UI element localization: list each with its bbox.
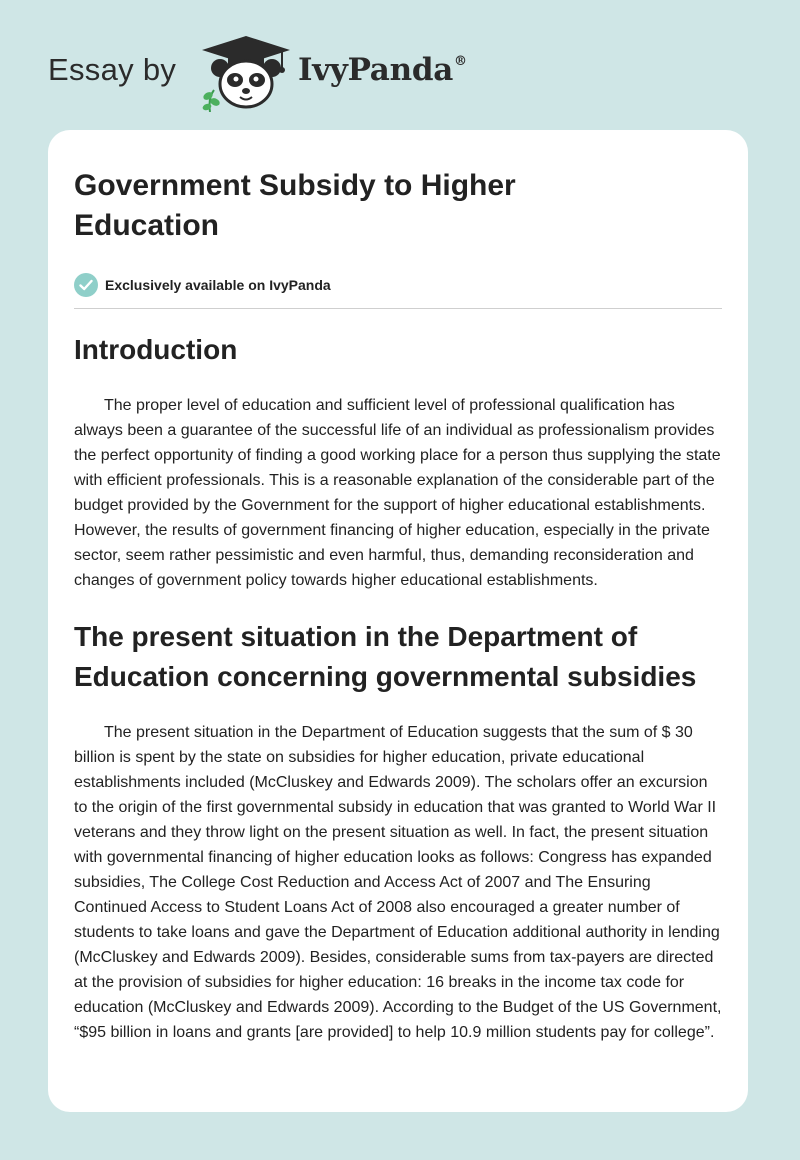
page-title: Government Subsidy to Higher Education	[74, 169, 516, 242]
exclusive-badge	[74, 272, 724, 298]
brand-prefix: Essay by	[48, 52, 177, 87]
check-circle-icon	[74, 273, 98, 297]
registered-mark: ®	[454, 53, 467, 69]
site-header	[48, 30, 548, 114]
section-heading-introduction: Introduction	[74, 334, 238, 365]
essay-content	[74, 166, 724, 1045]
section-heading-present-situation: The present situation in the Department of Education concerning governmental subsidies	[74, 621, 697, 692]
introduction-paragraph: The proper level of education and sufficient level of professional qualification has always been a guarantee of the successful life of an individual as professionalism provides the perfect opportunity of finding a good working place for a person thus supplying the state with efficient professionals. This is a reasonable explanation of the considerable part of the budget provided by the Government for the support of higher educational establishments. However, the results of government financing of higher education, especially in the private sector, seem rather pessimistic and even harmful, thus, demanding reconsideration and changes of government policy towards higher educational establishments.	[74, 397, 721, 589]
title-divider	[74, 308, 722, 309]
panda-graduate-logo-icon[interactable]	[200, 34, 292, 112]
brand-name[interactable]	[298, 52, 467, 88]
essay-card	[48, 130, 748, 1112]
brand-name-text: IvyPanda	[298, 52, 453, 88]
exclusive-label: Exclusively available on IvyPanda	[105, 277, 331, 293]
present-situation-paragraph: The present situation in the Department of Education suggests that the sum of $ 30 billion is spent by the state on subsidies for higher education, private educational establishments included (McCluskey and Edwards 2009). The scholars offer an excursion to the origin of the first governmental subsidy in education that was granted to World War II veterans and they throw light on the present situation as well. In fact, the present situation with governmental financing of higher education looks as follows: Congress has expanded subsidies, The College Cost Reduction and Access Act of 2007 and The Ensuring Continued Access to Student Loans Act of 2008 also encouraged a greater number of students to take loans and gave the Department of Education additional authority in lending (McCluskey and Edwards 2009). Besides, considerable sums from tax-payers are directed at the provision of subsidies for higher education: 16 breaks in the income tax code for education (McCluskey and Edwards 2009). According to the Budget of the US Government, “$95 billion in loans and grants [are provided] to help 10.9 million students pay for college”.	[74, 724, 722, 1041]
